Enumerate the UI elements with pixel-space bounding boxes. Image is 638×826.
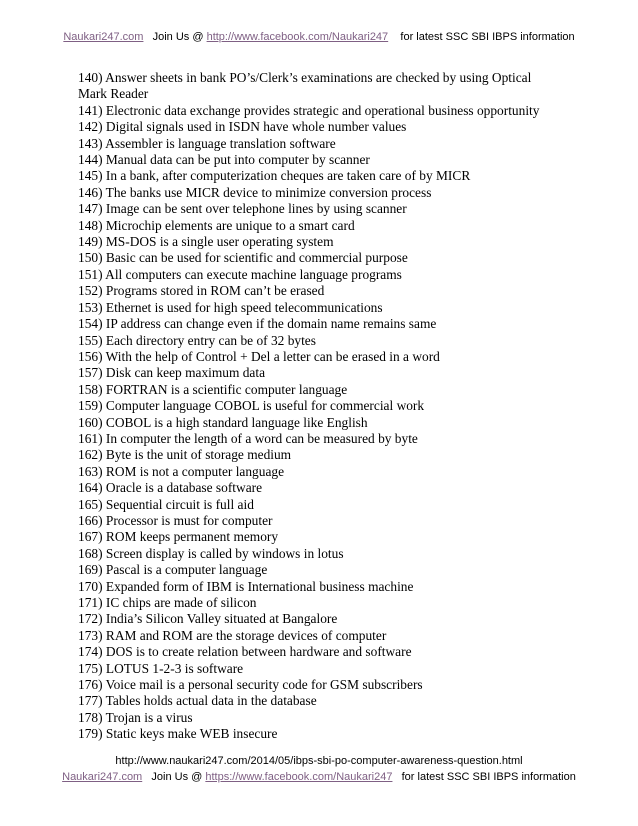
text-line: 175) LOTUS 1-2-3 is software <box>78 660 244 676</box>
text-line: 142) Digital signals used in ISDN have whole number values <box>78 119 407 135</box>
text-line: 176) Voice mail is a personal security code for GSM subscribers <box>78 677 423 693</box>
text-line: 141) Electronic data exchange provides strategic and operational business opportunity <box>78 102 540 118</box>
text-line: 149) MS-DOS is a single user operating system <box>78 234 334 250</box>
text-line: 163) ROM is not a computer language <box>78 463 285 479</box>
text-line: 169) Pascal is a computer language <box>78 562 268 578</box>
text-line: 170) Expanded form of IBM is International business machine <box>78 578 414 594</box>
join-text: Join Us @ <box>151 771 203 783</box>
header-tagline: for latest SSC SBI IBPS information <box>400 31 575 43</box>
text-line: 151) All computers can execute machine language programs <box>78 266 402 282</box>
document-body <box>78 70 598 743</box>
text-line: 152) Programs stored in ROM can’t be erased <box>78 283 325 299</box>
text-line: 174) DOS is to create relation between hardware and software <box>78 644 412 660</box>
text-line: 172) India’s Silicon Valley situated at Bangalore <box>78 611 338 627</box>
text-line: 166) Processor is must for computer <box>78 512 273 528</box>
footer-tagline: for latest SSC SBI IBPS information <box>401 771 576 783</box>
text-line: 150) Basic can be used for scientific and commercial purpose <box>78 250 408 266</box>
page-url[interactable]: http://www.naukari247.com/2014/05/ibps-sbi-po-computer-awareness-question.html <box>115 755 523 767</box>
page-header <box>0 31 638 43</box>
text-line: 179) Static keys make WEB insecure <box>78 726 278 742</box>
text-line: 165) Sequential circuit is full aid <box>78 496 254 512</box>
text-line: 154) IP address can change even if the domain name remains same <box>78 316 437 332</box>
text-line: 158) FORTRAN is a scientific computer language <box>78 381 348 397</box>
text-line: 177) Tables holds actual data in the database <box>78 693 317 709</box>
text-line: 159) Computer language COBOL is useful for commercial work <box>78 398 425 414</box>
page-url-footer <box>0 755 638 767</box>
text-line: 155) Each directory entry can be of 32 bytes <box>78 332 316 348</box>
text-line: 164) Oracle is a database software <box>78 480 263 496</box>
text-line: 144) Manual data can be put into computer by scanner <box>78 152 370 168</box>
text-line: 160) COBOL is a high standard language like English <box>78 414 368 430</box>
text-line: 143) Assembler is language translation software <box>78 135 336 151</box>
text-line: 140) Answer sheets in bank PO’s/Clerk’s examinations are checked by using Optical <box>78 70 532 85</box>
text-line: 167) ROM keeps permanent memory <box>78 529 279 545</box>
join-text: Join Us @ <box>152 31 204 43</box>
site-link[interactable]: Naukari247.com <box>62 771 143 783</box>
facebook-link[interactable]: https://www.facebook.com/Naukari247 <box>205 771 393 783</box>
text-line: 178) Trojan is a virus <box>78 709 193 725</box>
text-line: 161) In computer the length of a word can be measured by byte <box>78 430 418 446</box>
text-line: 173) RAM and ROM are the storage devices of computer <box>78 627 387 643</box>
facebook-link[interactable]: http://www.facebook.com/Naukari247 <box>206 31 389 43</box>
site-link[interactable]: Naukari247.com <box>63 31 144 43</box>
text-line: 145) In a bank, after computerization cheques are taken care of by MICR <box>78 168 471 184</box>
text-line: 153) Ethernet is used for high speed telecommunications <box>78 299 383 315</box>
text-line: 168) Screen display is called by windows in lotus <box>78 545 344 561</box>
text-line: Mark Reader <box>78 86 149 102</box>
text-line: 146) The banks use MICR device to minimize conversion process <box>78 184 432 200</box>
text-line: 162) Byte is the unit of storage medium <box>78 447 292 463</box>
text-line: 148) Microchip elements are unique to a smart card <box>78 217 355 233</box>
page-footer <box>0 771 638 783</box>
text-line: 157) Disk can keep maximum data <box>78 365 266 381</box>
text-line: 156) With the help of Control + Del a letter can be erased in a word <box>78 348 440 364</box>
text-line: 171) IC chips are made of silicon <box>78 595 257 610</box>
text-line: 147) Image can be sent over telephone lines by using scanner <box>78 201 407 217</box>
